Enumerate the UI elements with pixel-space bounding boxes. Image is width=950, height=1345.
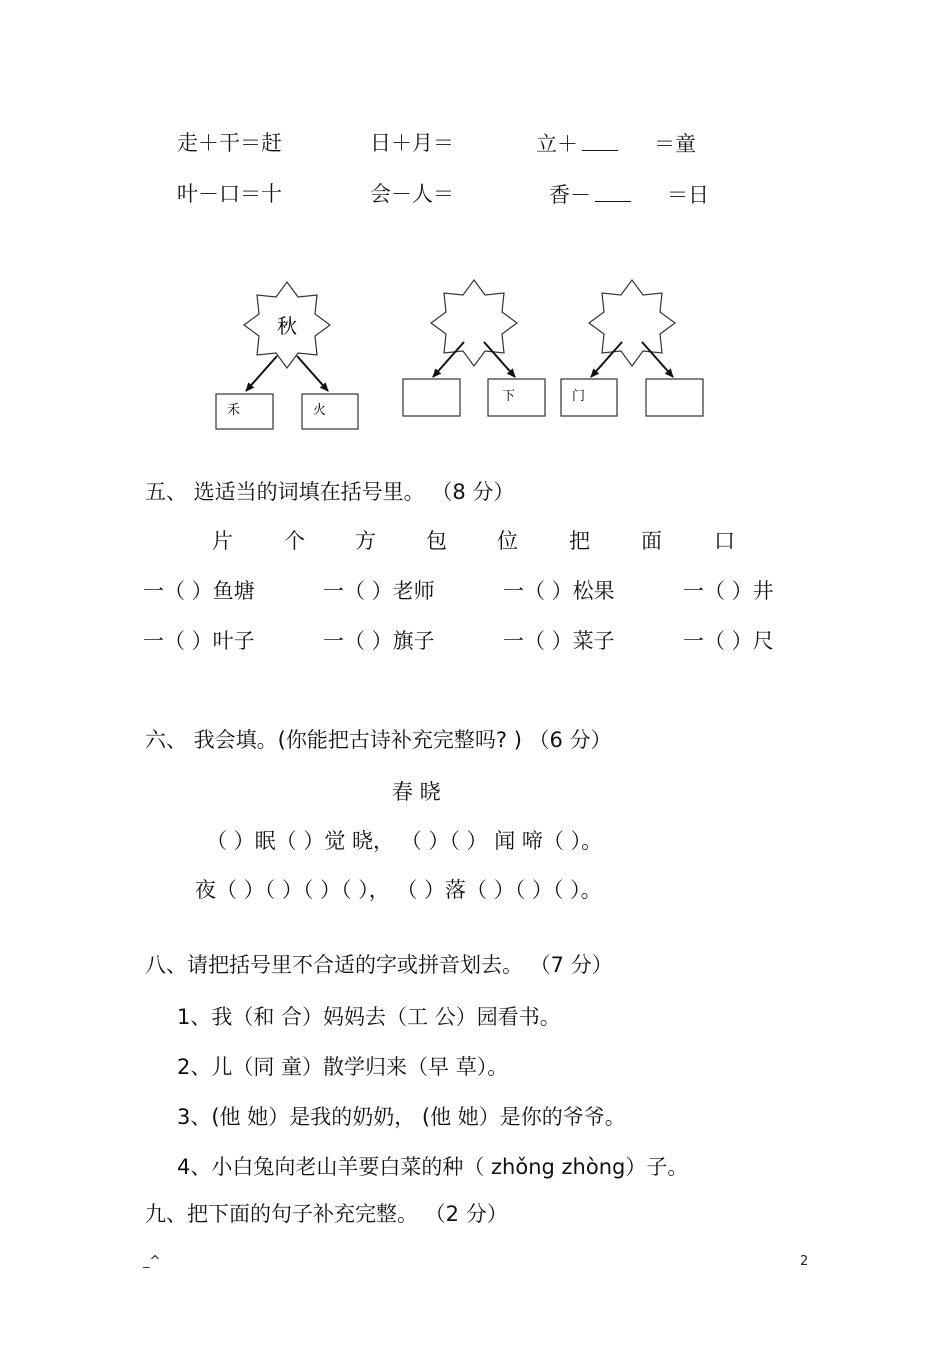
poem-line-1[interactable]: （ ）眠（ ）觉 晓， （ ）（ ） 闻 啼（ ）。 (206, 829, 603, 853)
word-bank-item: 包 (426, 529, 447, 553)
measure-word-item[interactable]: 一（ ）鱼塘 (143, 579, 255, 603)
word-bank-item: 位 (497, 529, 518, 553)
poem-line-2[interactable]: 夜（ ）（ ）（ ）（ ）， （ ）落（ ）（ ）（ ）。 (195, 878, 602, 902)
tree-2-left-box[interactable] (403, 379, 460, 416)
word-bank-item: 片 (212, 529, 233, 553)
tree-2 (403, 280, 545, 416)
equation-1c-prefix: 立＋ (536, 132, 578, 156)
measure-word-item[interactable]: 一（ ）叶子 (143, 629, 255, 653)
tree-2-right-box[interactable] (488, 379, 545, 416)
tree-1-right: 火 (313, 403, 327, 418)
tree-3-left: 门 (572, 389, 586, 404)
word-bank-item: 把 (569, 529, 590, 553)
footer-mark: _^ (143, 1254, 161, 1269)
section-6-title: 六、 我会填。(你能把古诗补充完整吗? ) （6 分） (145, 728, 612, 752)
equation-1c (536, 130, 696, 157)
measure-word-item[interactable]: 一（ ）菜子 (503, 629, 615, 653)
measure-word-item[interactable]: 一（ ）松果 (503, 579, 615, 603)
section-5-title: 五、 选适当的词填在括号里。 （8 分） (145, 480, 515, 504)
section-9-title: 九、把下面的句子补充完整。 （2 分） (145, 1202, 508, 1226)
equation-1b: 日＋月＝ (370, 131, 454, 155)
measure-word-item[interactable]: 一（ ）井 (683, 579, 774, 603)
page-number: 2 (800, 1254, 809, 1269)
tree-3-right-box[interactable] (646, 379, 703, 416)
strike-item-3[interactable]: 3、(他 她）是我的奶奶， (他 她）是你的爷爷。 (177, 1105, 626, 1129)
word-bank-item: 个 (284, 529, 305, 553)
equation-1a: 走＋干＝赶 (177, 131, 282, 155)
tree-1-left: 禾 (227, 403, 241, 418)
strike-item-2[interactable]: 2、儿（同 童）散学归来（早 草）。 (177, 1055, 509, 1079)
star-shape (431, 280, 517, 366)
equation-2a: 叶－口＝十 (177, 182, 282, 206)
equation-1c-suffix: ＝童 (654, 132, 696, 156)
tree-2-right: 下 (502, 389, 516, 404)
tree-1 (216, 282, 358, 429)
poem-title: 春 晓 (392, 780, 441, 804)
word-bank-item: 方 (355, 529, 376, 553)
equation-2b: 会－人＝ (370, 182, 454, 206)
tree-1-top: 秋 (277, 314, 297, 338)
tree-3 (561, 280, 703, 416)
answer-blank[interactable] (595, 181, 631, 202)
measure-word-item[interactable]: 一（ ）旗子 (323, 629, 435, 653)
equation-2c (549, 181, 709, 208)
star-shape (589, 280, 675, 366)
answer-blank[interactable] (582, 130, 618, 151)
word-bank-item: 面 (641, 529, 662, 553)
measure-word-item[interactable]: 一（ ）尺 (683, 629, 774, 653)
strike-item-4[interactable]: 4、小白兔向老山羊要白菜的种（ zhǒng zhòng）子。 (177, 1155, 689, 1179)
equation-2c-suffix: ＝日 (667, 183, 709, 207)
word-bank-item: 口 (714, 529, 735, 553)
tree-3-left-box[interactable] (561, 379, 617, 416)
character-tree-diagram (0, 270, 950, 440)
measure-word-item[interactable]: 一（ ）老师 (323, 579, 435, 603)
equation-2c-prefix: 香－ (549, 183, 591, 207)
section-8-title: 八、请把括号里不合适的字或拼音划去。 （7 分） (145, 953, 613, 977)
tree-1-right-box[interactable] (302, 394, 358, 429)
strike-item-1[interactable]: 1、我（和 合）妈妈去（工 公）园看书。 (177, 1005, 561, 1029)
tree-1-left-box[interactable] (216, 394, 273, 429)
